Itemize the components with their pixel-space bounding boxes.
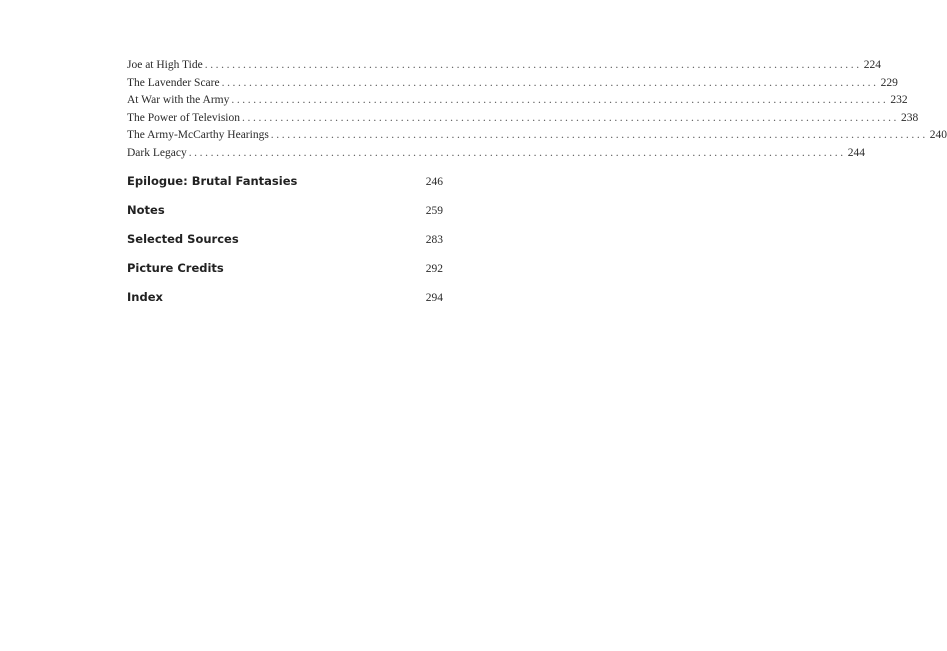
entry-page-number: 259 <box>425 204 443 217</box>
entry-page-number: 244 <box>847 146 865 159</box>
entry-page-number: 283 <box>425 233 443 246</box>
main-entry-list <box>127 174 443 320</box>
dot-leader: ........................................................................................................................ <box>231 94 889 107</box>
toc-sub-entry <box>127 111 919 130</box>
entry-page-number: 232 <box>890 94 908 107</box>
entry-title: The Army-McCarthy Hearings <box>127 129 269 142</box>
entry-page-number: 229 <box>880 76 898 89</box>
dot-leader: ........................................................................................................................ <box>270 129 928 142</box>
toc-sub-entry <box>127 146 865 165</box>
dot-leader: ........................................................................................................................ <box>242 111 900 124</box>
entry-title: Dark Legacy <box>127 146 187 159</box>
entry-title: At War with the Army <box>127 94 230 107</box>
entry-title: Picture Credits <box>127 261 224 276</box>
entry-title: Notes <box>127 202 165 217</box>
dot-leader: ........................................................................................................................ <box>188 146 846 159</box>
dot-leader: ........................................................................................................................ <box>221 76 879 89</box>
toc-main-entry <box>127 290 443 319</box>
toc-main-entry <box>127 261 443 290</box>
entry-title: Epilogue: Brutal Fantasies <box>127 173 298 188</box>
toc-sub-entry <box>127 129 947 147</box>
table-of-contents <box>127 59 947 320</box>
entry-title: Selected Sources <box>127 231 239 246</box>
sub-entry-list <box>127 59 947 165</box>
entry-page-number: 240 <box>929 129 947 142</box>
entry-title: Joe at High Tide <box>127 59 203 71</box>
dot-leader: ........................................................................................................................ <box>204 59 862 71</box>
entry-page-number: 224 <box>863 59 881 71</box>
entry-page-number: 238 <box>901 111 919 124</box>
toc-sub-entry <box>127 59 881 77</box>
entry-title: The Lavender Scare <box>127 76 220 89</box>
toc-sub-entry <box>127 94 908 112</box>
entry-page-number: 294 <box>425 292 443 305</box>
entry-page-number: 292 <box>425 263 443 276</box>
toc-main-entry <box>127 232 443 261</box>
toc-main-entry <box>127 203 443 232</box>
toc-sub-entry <box>127 76 898 95</box>
entry-title: The Power of Television <box>127 111 241 124</box>
toc-main-entry <box>127 174 443 203</box>
entry-page-number: 246 <box>425 175 443 188</box>
entry-title: Index <box>127 290 163 305</box>
